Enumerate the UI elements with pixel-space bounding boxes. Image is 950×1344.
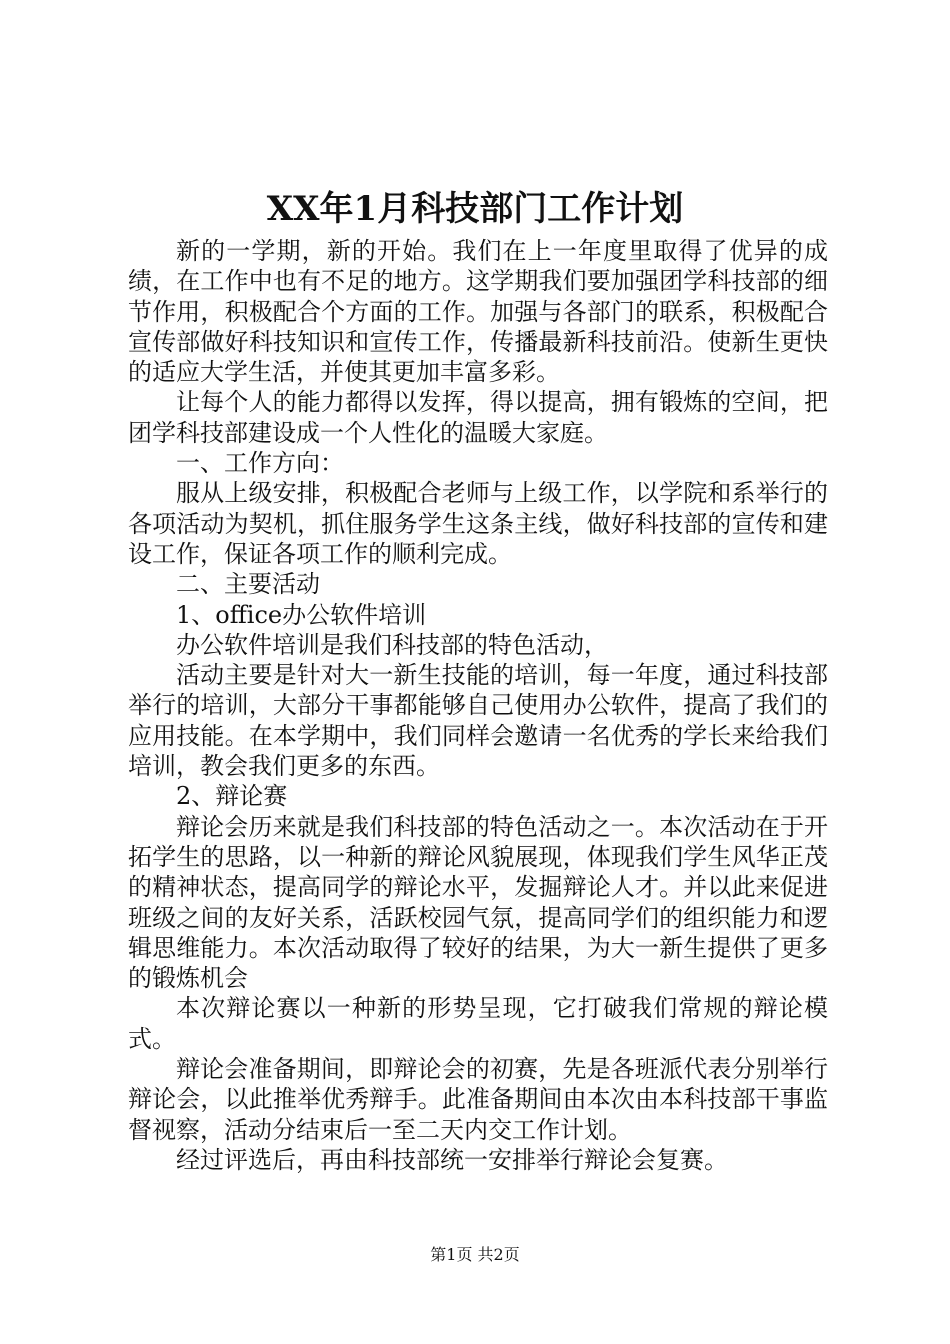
paragraph-direction: 服从上级安排，积极配合老师与上级工作，以学院和系举行的各项活动为契机，抓住服务学生这条主线，做好科技部的宣传和建设工作，保证各项工作的顺利完成。 [128, 479, 828, 568]
paragraph-debate-format: 本次辩论赛以一种新的形势呈现，它打破我们常规的辩论模式。 [128, 994, 828, 1053]
document-title: XX年1月科技部门工作计划 [266, 189, 684, 229]
section-heading-activities: 二、主要活动 [176, 570, 320, 599]
paragraph-debate-prelim: 辩论会准备期间，即辩论会的初赛，先是各班派代表分别举行辩论会，以此推举优秀辩手。此准备期间由本次由本科技部干事监督视察，活动分结束后一至二天内交工作计划。 [128, 1055, 828, 1144]
paragraph-office-intro: 办公软件培训是我们科技部的特色活动， [176, 630, 608, 659]
paragraph-office-detail: 活动主要是针对大一新生技能的培训，每一年度，通过科技部举行的培训，大部分干事都能够自己使用办公软件，提高了我们的应用技能。在本学期中，我们同样会邀请一名优秀的学长来给我们培训，教会我们更多的东西。 [128, 661, 828, 781]
page-total: 共2页 [477, 1245, 520, 1264]
document-body [128, 236, 828, 1175]
paragraph-goal: 让每个人的能力都得以发挥，得以提高，拥有锻炼的空间，把团学科技部建设成一个人性化的温暖大家庭。 [128, 388, 828, 447]
paragraph-debate-final: 经过评选后，再由科技部统一安排举行辩论会复赛。 [176, 1145, 728, 1174]
paragraph-debate-intro: 辩论会历来就是我们科技部的特色活动之一。本次活动在于开拓学生的思路，以一种新的辩论风貌展现，体现我们学生风华正茂的精神状态，提高同学的辩论水平，发掘辩论人才。并以此来促进班级之间的友好关系，活跃校园气氛，提高同学们的组织能力和逻辑思维能力。本次活动取得了较好的结果，为大一新生提供了更多的锻炼机会 [128, 812, 828, 993]
subheading-office-training: 1、office办公软件培训 [176, 600, 427, 629]
subheading-debate: 2、辩论赛 [176, 782, 288, 811]
section-heading-direction: 一、工作方向： [176, 449, 344, 478]
page-footer [0, 1244, 950, 1266]
page-number: 第1页 [430, 1245, 473, 1264]
paragraph-intro: 新的一学期，新的开始。我们在上一年度里取得了优异的成绩，在工作中也有不足的地方。这学期我们要加强团学科技部的细节作用，积极配合个方面的工作。加强与各部门的联系，积极配合宣传部做好科技知识和宣传工作，传播最新科技前沿。使新生更快的适应大学生活，并使其更加丰富多彩。 [128, 237, 828, 387]
